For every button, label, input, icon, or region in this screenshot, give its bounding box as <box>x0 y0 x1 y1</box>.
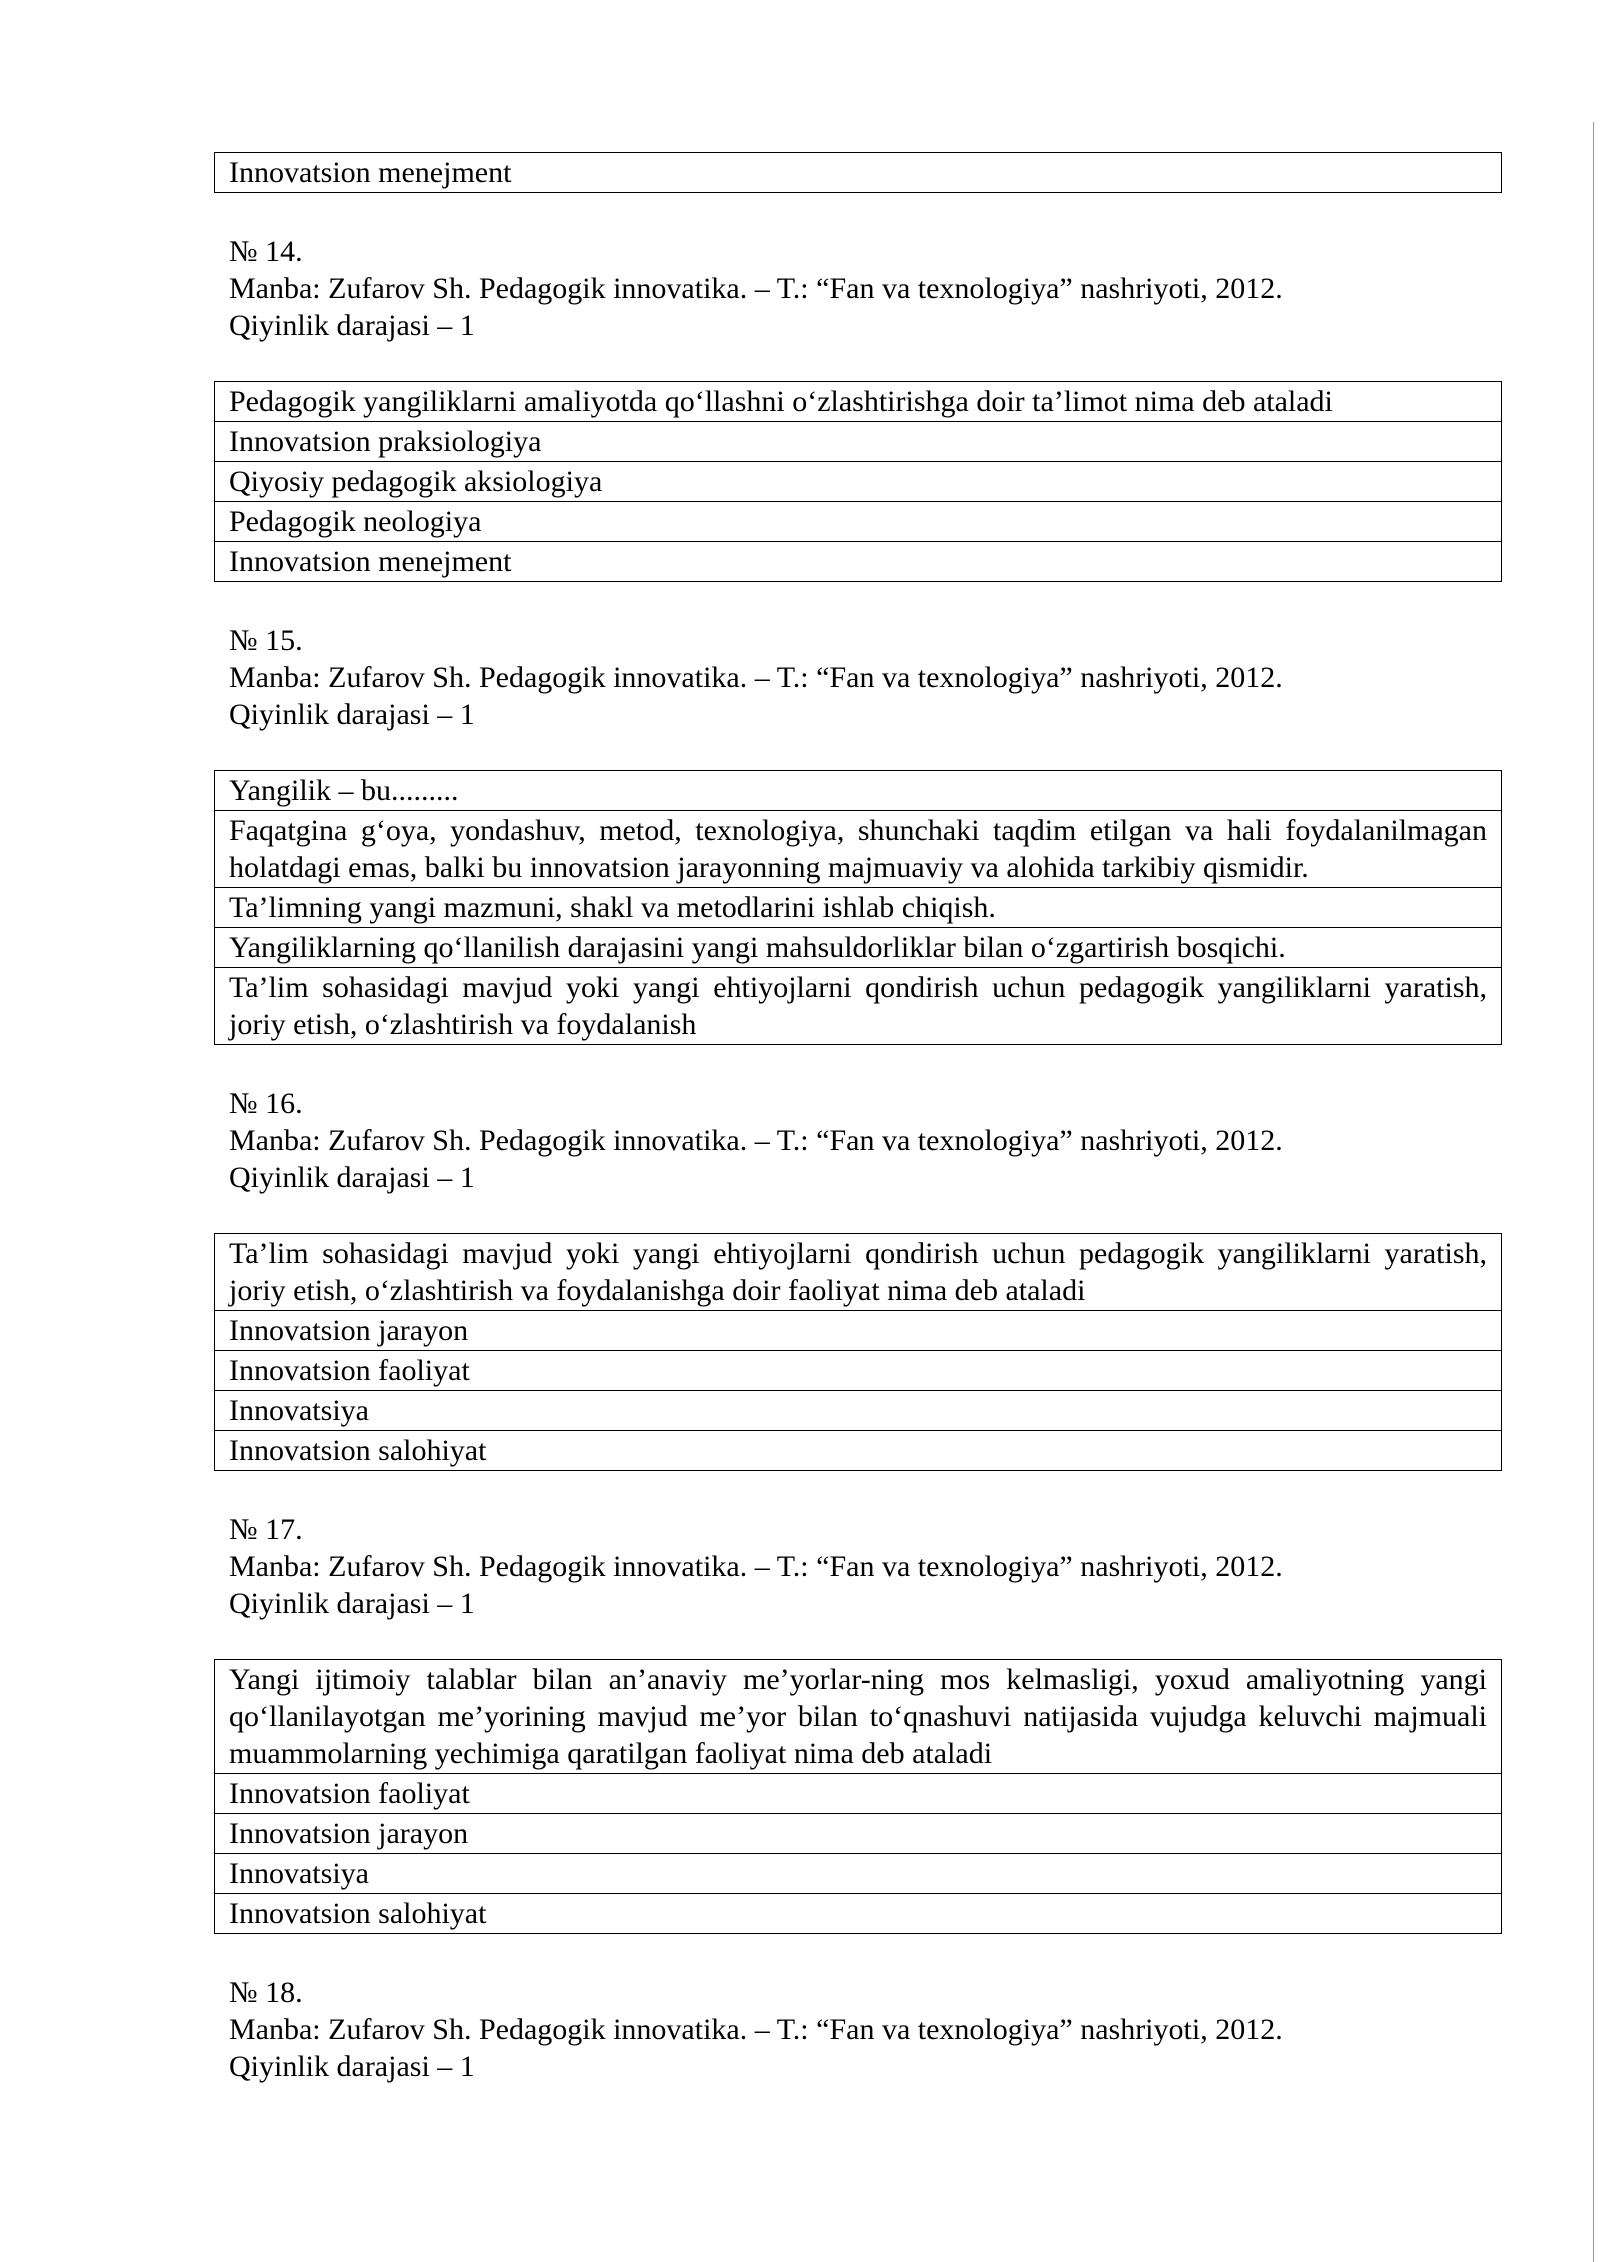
question-table-16 <box>214 1233 1502 1471</box>
answer-option: Ta’limning yangi mazmuni, shakl va metodlarini ishlab chiqish. <box>215 887 1501 927</box>
question-text: Pedagogik yangiliklarni amaliyotda qo‘llashni o‘zlashtirishga doir ta’limot nima deb ataladi <box>229 385 1333 418</box>
question-table-15 <box>214 770 1502 1045</box>
answer-option: Innovatsion menejment <box>215 541 1501 581</box>
question-source: Manba: Zufarov Sh. Pedagogik innovatika. – T.: “Fan va texnologiya” nashriyoti, 2012. <box>229 2013 1283 2046</box>
answer-option: Innovatsion salohiyat <box>215 1893 1501 1933</box>
question-difficulty: Qiyinlik darajasi – 1 <box>229 2050 475 2083</box>
question-text: Ta’lim sohasidagi mavjud yoki yangi ehtiyojlarni qondirish uchun pedagogik yangiliklarni yaratish, joriy etish, o‘zlashtirish va foydalanishga doir faoliyat nima deb ataladi <box>229 1237 1487 1307</box>
question-difficulty: Qiyinlik darajasi – 1 <box>229 698 475 731</box>
question-source: Manba: Zufarov Sh. Pedagogik innovatika. – T.: “Fan va texnologiya” nashriyoti, 2012. <box>229 1550 1283 1583</box>
answer-option: Innovatsiya <box>215 1853 1501 1893</box>
answer-option: Qiyosiy pedagogik aksiologiya <box>215 461 1501 501</box>
question-source: Manba: Zufarov Sh. Pedagogik innovatika. – T.: “Fan va texnologiya” nashriyoti, 2012. <box>229 272 1283 305</box>
answer-option: Faqatgina g‘oya, yondashuv, metod, texnologiya, shunchaki taqdim etilgan va hali foydalanilmagan holatdagi emas, balki bu innovatsion jarayonning majmuaviy va alohida tarkibiy qismidir. <box>215 810 1501 887</box>
answer-option: Innovatsion salohiyat <box>215 1430 1501 1470</box>
question-table-17 <box>214 1659 1502 1934</box>
question-meta-18 <box>214 1974 1502 2085</box>
question-source: Manba: Zufarov Sh. Pedagogik innovatika. – T.: “Fan va texnologiya” nashriyoti, 2012. <box>229 661 1283 694</box>
question-number: № 16. <box>229 1087 303 1120</box>
question-meta-16 <box>214 1085 1502 1196</box>
answer-option: Yangiliklarning qo‘llanilish darajasini yangi mahsuldorliklar bilan o‘zgartirish bosqichi. <box>215 927 1501 967</box>
question-text: Yangilik – bu......... <box>229 774 459 807</box>
question-number: № 15. <box>229 624 303 657</box>
question-table-14 <box>214 381 1502 582</box>
question-difficulty: Qiyinlik darajasi – 1 <box>229 309 475 342</box>
question-number: № 17. <box>229 1513 303 1546</box>
question-meta-17 <box>214 1511 1502 1622</box>
page-edge-line <box>1593 122 1594 2262</box>
answer-option: Pedagogik neologiya <box>215 501 1501 541</box>
answer-option: Innovatsion jarayon <box>215 1310 1501 1350</box>
question-difficulty: Qiyinlik darajasi – 1 <box>229 1161 475 1194</box>
document-body <box>214 152 1502 2122</box>
question-number: № 14. <box>229 235 303 268</box>
question-number: № 18. <box>229 1976 303 2009</box>
question-difficulty: Qiyinlik darajasi – 1 <box>229 1587 475 1620</box>
question-meta-14 <box>214 233 1502 344</box>
answer-option: Ta’lim sohasidagi mavjud yoki yangi ehtiyojlarni qondirish uchun pedagogik yangiliklarni yaratish, joriy etish, o‘zlashtirish va foydalanish <box>215 967 1501 1044</box>
question-table-13-fragment <box>214 152 1502 193</box>
question-meta-15 <box>214 622 1502 733</box>
answer-option: Innovatsion menejment <box>229 156 512 189</box>
question-source: Manba: Zufarov Sh. Pedagogik innovatika. – T.: “Fan va texnologiya” nashriyoti, 2012. <box>229 1124 1283 1157</box>
answer-option: Innovatsion faoliyat <box>215 1350 1501 1390</box>
answer-option: Innovatsion faoliyat <box>215 1773 1501 1813</box>
answer-option: Innovatsiya <box>215 1390 1501 1430</box>
answer-option: Innovatsion jarayon <box>215 1813 1501 1853</box>
question-text: Yangi ijtimoiy talablar bilan an’anaviy me’yorlar-ning mos kelmasligi, yoxud amaliyotning yangi qo‘llanilayotgan me’yorining mavjud me’yor bilan to‘qnashuvi natijasida vujudga keluvchi majmuali muammolarning yechimiga qaratilgan faoliyat nima deb ataladi <box>229 1663 1487 1770</box>
answer-option: Innovatsion praksiologiya <box>215 421 1501 461</box>
